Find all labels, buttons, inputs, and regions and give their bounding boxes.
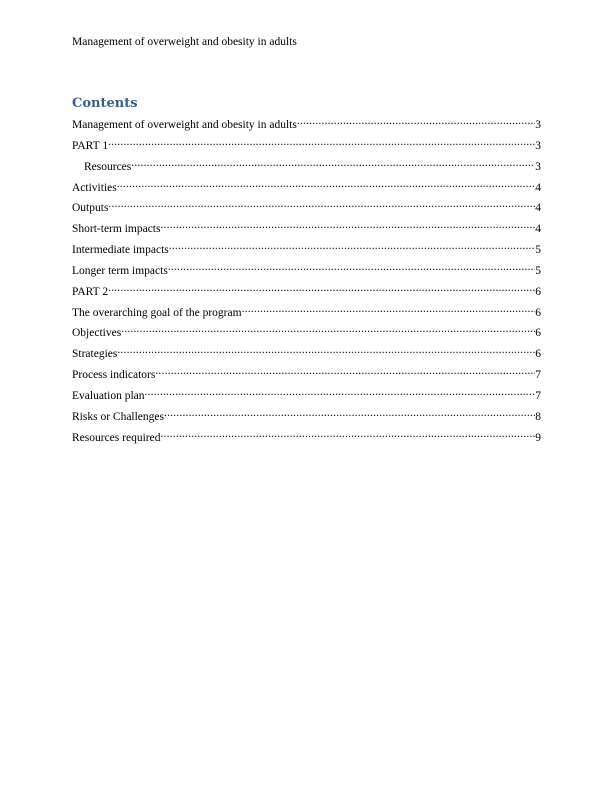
toc-leader — [117, 345, 535, 357]
toc-entry[interactable] — [72, 199, 541, 220]
toc-entry[interactable] — [72, 345, 541, 366]
toc-heading: Contents — [72, 96, 138, 111]
toc-entry-title: Short-term impacts — [72, 223, 161, 236]
toc-entry-page: 4 — [535, 223, 541, 236]
table-of-contents — [72, 116, 541, 450]
toc-entry[interactable] — [72, 387, 541, 408]
toc-leader — [160, 429, 535, 441]
toc-entry[interactable] — [72, 179, 541, 200]
toc-entry-title: Management of overweight and obesity in adults — [72, 119, 297, 131]
toc-entry-title: Longer term impacts — [72, 264, 168, 277]
toc-entry-page: 6 — [535, 285, 541, 298]
toc-leader — [297, 116, 535, 128]
toc-entry-page: 3 — [535, 139, 541, 152]
toc-entry-page: 8 — [535, 410, 541, 423]
toc-entry[interactable] — [72, 366, 541, 387]
toc-entry-page: 5 — [535, 264, 541, 277]
toc-entry[interactable] — [72, 137, 541, 158]
toc-leader — [155, 366, 535, 378]
toc-entry-page: 3 — [535, 160, 541, 173]
toc-entry-title: Resources required — [72, 431, 161, 444]
toc-entry-page: 7 — [535, 369, 541, 382]
toc-entry-title: Outputs — [72, 202, 109, 215]
toc-entry[interactable] — [72, 262, 541, 283]
toc-entry-page: 4 — [535, 181, 541, 194]
toc-entry[interactable] — [72, 283, 541, 304]
toc-leader — [160, 220, 535, 232]
toc-leader — [242, 304, 536, 316]
toc-entry[interactable] — [72, 241, 541, 262]
toc-leader — [117, 179, 536, 191]
toc-entry-page: 7 — [535, 389, 541, 402]
toc-entry[interactable] — [72, 429, 541, 450]
toc-entry-title: The overarching goal of the program — [72, 306, 242, 319]
toc-leader — [164, 408, 535, 420]
toc-entry-page: 6 — [535, 348, 541, 361]
toc-entry-page: 4 — [535, 202, 541, 215]
toc-entry-title: Process indicators — [72, 369, 156, 382]
toc-leader — [121, 324, 535, 336]
toc-entry-title: PART 2 — [72, 285, 109, 298]
toc-entry-title: Risks or Challenges — [72, 410, 164, 423]
toc-entry[interactable] — [72, 116, 541, 137]
toc-entry-page: 6 — [535, 306, 541, 319]
toc-entry-title: Resources — [84, 160, 132, 173]
toc-entry-title: Objectives — [72, 327, 122, 340]
toc-leader — [108, 137, 535, 149]
toc-entry-title: Activities — [72, 181, 117, 194]
toc-entry[interactable] — [72, 220, 541, 241]
toc-entry[interactable] — [72, 158, 541, 179]
toc-entry-title: Evaluation plan — [72, 389, 145, 402]
toc-entry-page: 9 — [535, 431, 541, 444]
toc-leader — [108, 199, 535, 211]
running-header: Management of overweight and obesity in adults — [72, 36, 297, 48]
toc-entry-page: 3 — [535, 119, 541, 131]
toc-leader — [131, 158, 535, 170]
toc-entry[interactable] — [72, 304, 541, 325]
toc-leader — [145, 387, 536, 399]
toc-entry-title: Intermediate impacts — [72, 244, 169, 257]
toc-leader — [168, 262, 535, 274]
toc-entry-title: Strategies — [72, 348, 118, 361]
toc-entry[interactable] — [72, 408, 541, 429]
toc-entry-page: 6 — [535, 327, 541, 340]
toc-entry-title: PART 1 — [72, 139, 109, 152]
toc-leader — [108, 283, 535, 295]
toc-entry[interactable] — [72, 324, 541, 345]
toc-entry-page: 5 — [535, 244, 541, 257]
toc-leader — [169, 241, 535, 253]
